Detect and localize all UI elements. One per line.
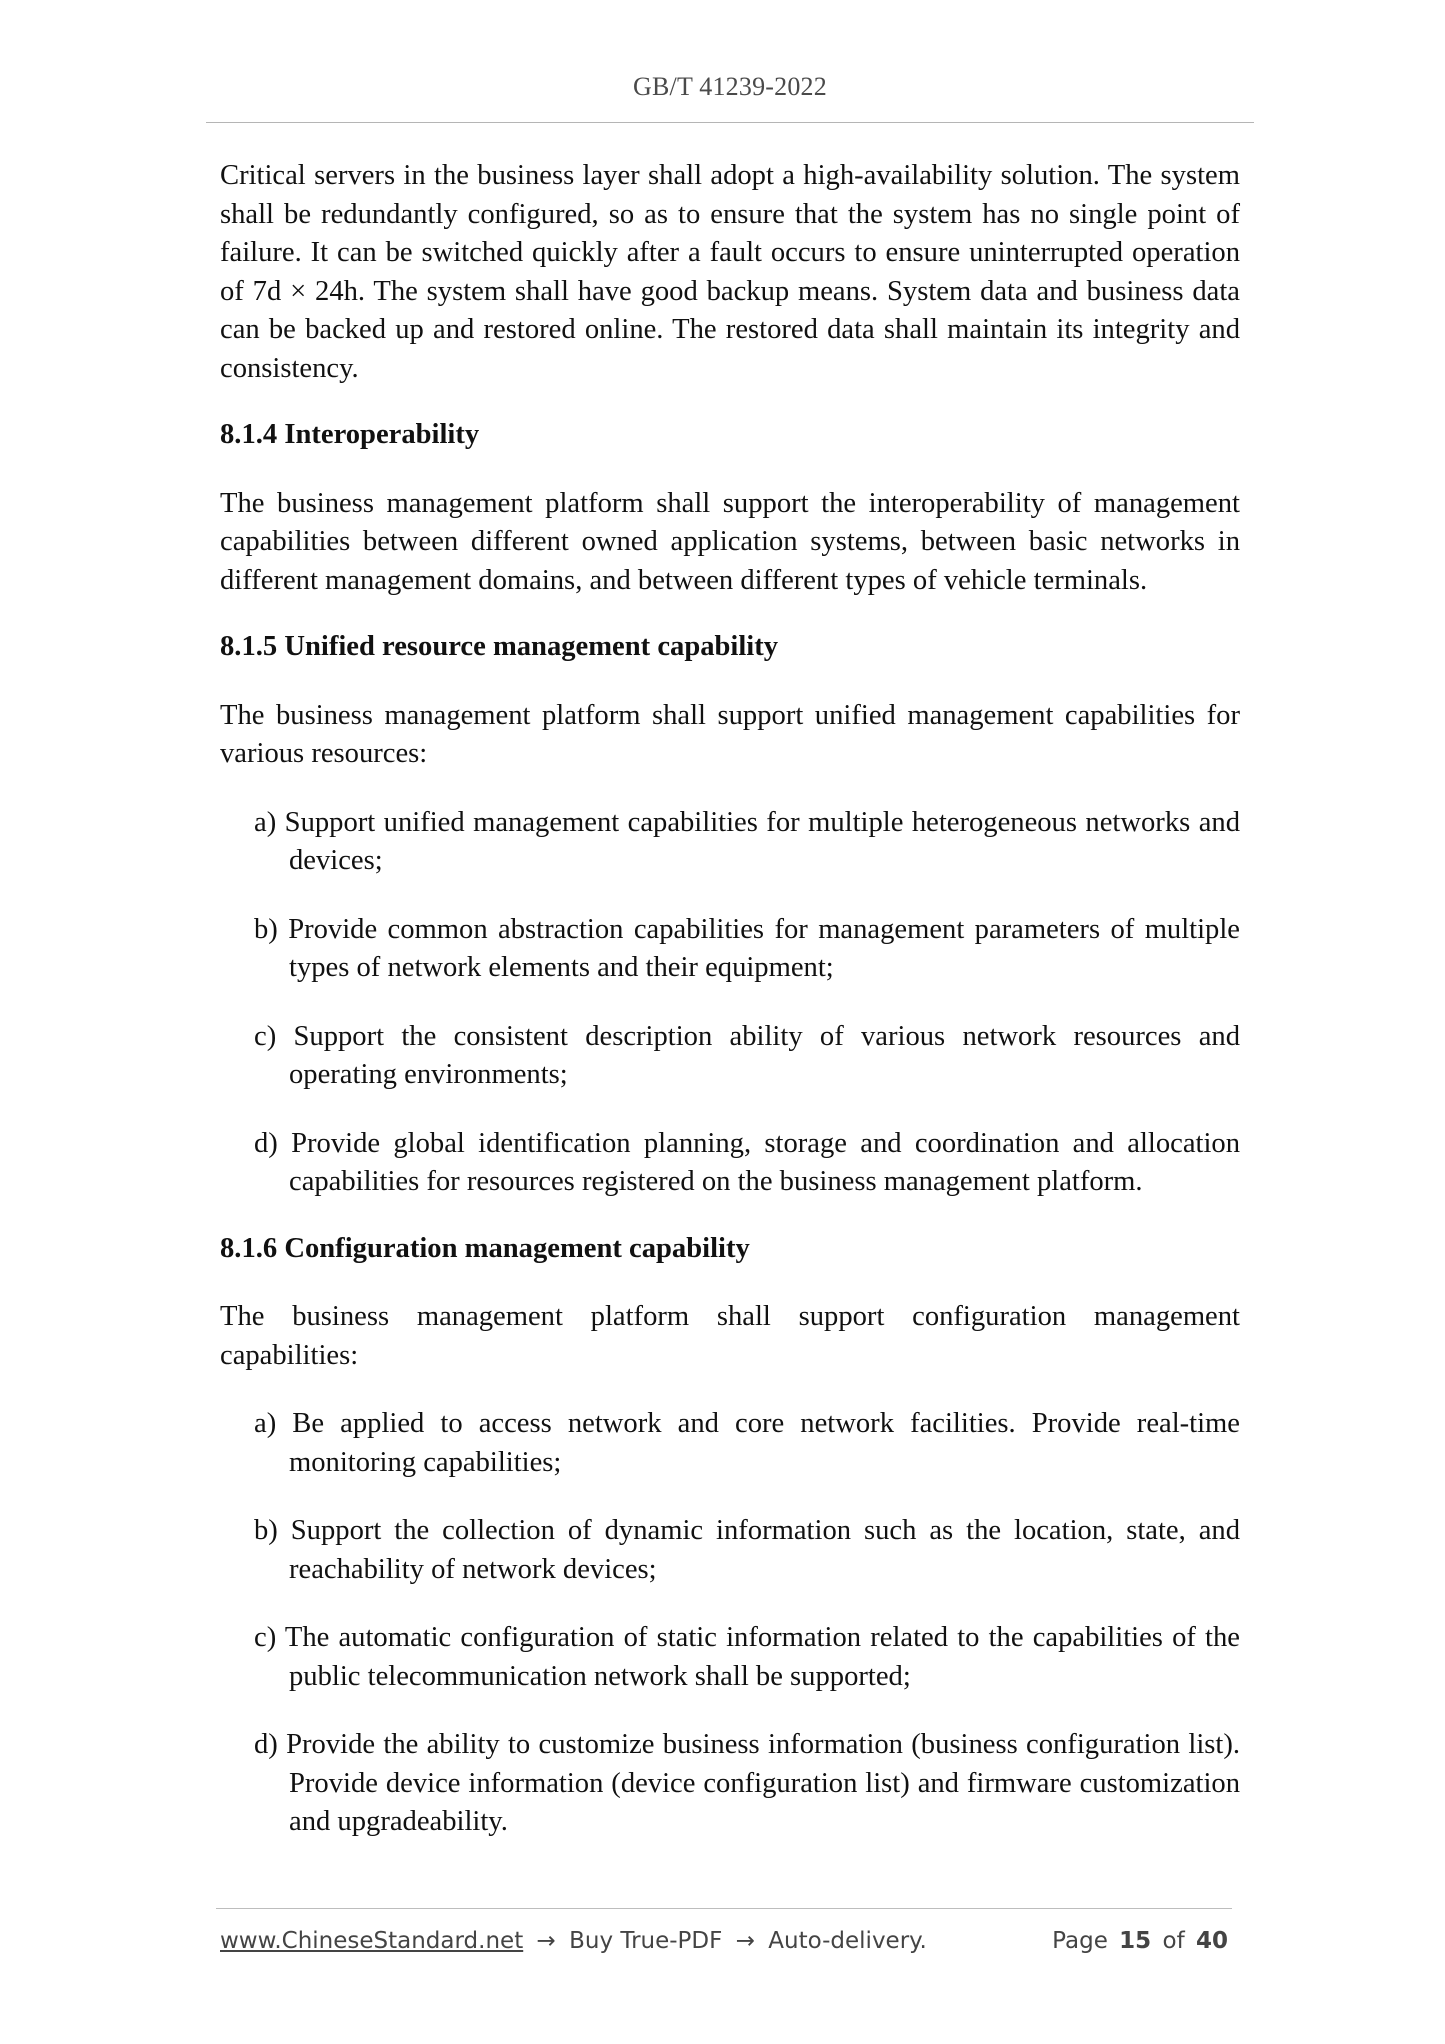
page-body [220,157,1240,1842]
page-total: 40 [1195,1928,1228,1954]
site-link[interactable]: www.ChineseStandard.net [220,1928,524,1954]
list-item: a) Be applied to access network and core network facilities. Provide real-time monitoring capabilities; [254,1408,1240,1478]
page-current: 15 [1119,1928,1152,1954]
section-heading-8-1-5: 8.1.5 Unified resource management capability [220,631,779,662]
list-item: c) The automatic configuration of static information related to the capabilities of the public telecommunication network shall be supported; [254,1622,1240,1692]
list-item: b) Support the collection of dynamic information such as the location, state, and reachability of network devices; [254,1515,1240,1585]
section-paragraph-8-1-6: The business management platform shall support configuration management capabilities: [220,1301,1240,1371]
arrow-right-icon: → [735,1928,755,1954]
section-heading-8-1-6: 8.1.6 Configuration management capability [220,1232,750,1264]
list-item: c) Support the consistent description ability of various network resources and operating environments; [254,1020,1240,1090]
list-item: d) Provide global identification planning, storage and coordination and allocation capabilities for resources registered on the business management platform. [254,1127,1240,1197]
auto-delivery-text: Auto-delivery. [768,1928,927,1954]
list-item: d) Provide the ability to customize business information (business configuration list). Provide device information (device configuration list) and firmware customization and upgradeability. [254,1729,1240,1837]
page-label: Page [1052,1928,1108,1954]
page-of-label: of [1162,1928,1185,1954]
arrow-right-icon: → [536,1928,556,1954]
page-number [1052,1928,1232,1954]
document-id-header: GB/T 41239-2022 [633,72,827,101]
section-paragraph-8-1-5: The business management platform shall support unified management capabilities for various resources: [220,699,1240,769]
footer-divider [216,1908,1232,1909]
list-item: b) Provide common abstraction capabilities for management parameters of multiple types of network elements and their equipment; [254,913,1240,983]
list-item: a) Support unified management capabilities for multiple heterogeneous networks and devices; [254,806,1240,876]
section-heading-8-1-4: 8.1.4 Interoperability [220,419,480,450]
footer-promo [220,1928,927,1954]
header-divider [206,122,1254,123]
buy-pdf-text: Buy True-PDF [569,1928,723,1954]
page-footer [220,1928,1232,1954]
section-paragraph-8-1-4: The business management platform shall support the interoperability of management capabilities between different owned application systems, between basic networks in different management domains, and between different types of vehicle terminals. [220,487,1240,596]
intro-paragraph: Critical servers in the business layer shall adopt a high-availability solution. The system shall be redundantly configured, so as to ensure that the system has no single point of failure. It can be switched quickly after a fault occurs to ensure uninterrupted operation of 7d × 24h. The system shall have good backup means. System data and business data can be backed up and restored online. The restored data shall maintain its integrity and consistency. [220,160,1240,384]
